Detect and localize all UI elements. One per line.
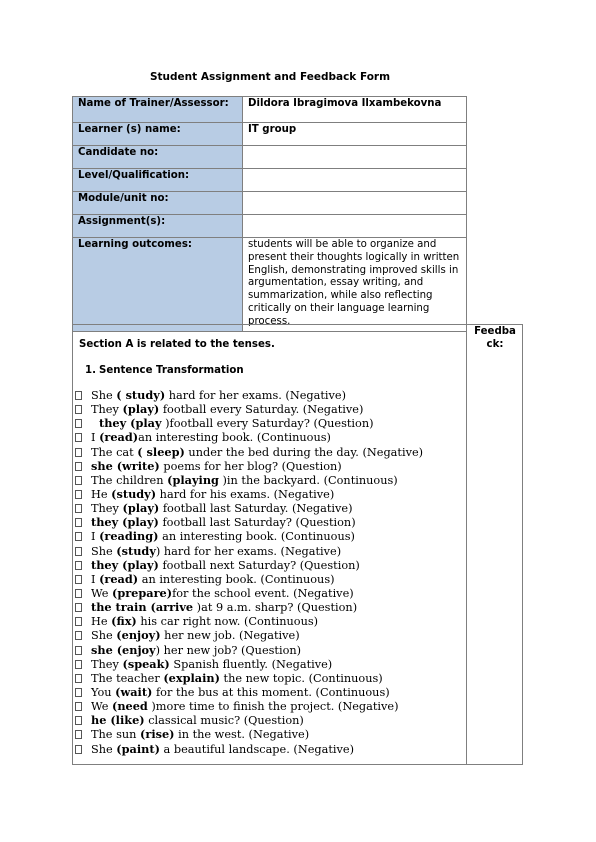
bullet-icon [75,716,82,725]
sentence-pre: They [91,657,123,671]
sentence-text [91,488,334,501]
candidate-value [243,146,467,169]
sentence-text [91,658,332,671]
sentence-pre: The children [91,473,168,487]
sentence-text [91,615,318,628]
sentence-text [91,502,353,515]
sentence-verb: ( sleep) [137,444,185,459]
bullet-icon [75,405,82,414]
sentence-text [91,573,335,586]
sentence-pre: We [91,700,112,714]
sentence-verb: (play) [122,501,160,516]
sentence-verb: she (enjoy [91,642,156,657]
sentence-item [75,445,423,459]
sentence-text [91,545,341,558]
sentence-verb: ( study) [116,388,166,402]
sentence-post: an interesting book. (Continuous) [138,431,331,445]
sentence-item [75,742,423,756]
row-candidate [73,146,467,169]
sentence-post: football last Saturday. (Negative) [159,502,353,516]
sentence-post: )in the backyard. (Continuous) [218,473,398,487]
sentence-post: football every Saturday. (Negative) [159,403,364,417]
sentence-post: for the bus at this moment. (Continuous) [152,685,390,699]
sentence-post: the new topic. (Continuous) [219,671,383,685]
sentence-item [75,628,423,642]
outcomes-value: students will be able to organize and present their thoughts logically in written English, demonstrating improved skills in argumentation, essay writing, and summarization, while also reflecting critically on their language learning process. [243,238,467,332]
sentence-post: )more time to finish the project. (Negative) [147,700,399,714]
sentence-verb: they (play) [91,515,159,530]
sentence-text [91,672,383,685]
sentence-pre: We [91,586,112,600]
sentence-item [75,459,423,473]
sentence-verb: he (like) [91,713,145,728]
sentence-verb: (read) [99,571,139,586]
sentence-pre: They [91,403,123,417]
sentence-pre: I [91,530,100,544]
sentence-verb: they (play) [91,557,159,572]
subsection-number: 1. [85,365,96,376]
sentence-text [91,474,398,487]
sentence-verb: (read) [99,430,139,445]
sentence-item [75,487,423,501]
sentence-post: Spanish fluently. (Negative) [169,657,333,671]
bullet-icon [75,448,82,457]
sentence-item [75,713,423,727]
level-value [243,169,467,192]
sentence-verb: she (write) [91,458,160,473]
sentence-post: an interesting book. (Continuous) [158,530,355,544]
sentence-post: football last Saturday? (Question) [158,516,356,530]
sentence-text [91,629,300,642]
sentence-pre: She [91,629,117,643]
sentence-pre: I [91,572,100,586]
sentence-text [91,686,390,699]
sentence-pre: The teacher [91,671,164,685]
bullet-icon [75,518,82,527]
subsection-heading [85,365,244,376]
sentence-item [75,501,423,515]
sentence-text [91,389,346,402]
sentence-text [91,403,363,416]
bullet-icon [75,646,82,655]
bullet-icon [75,490,82,499]
sentence-post: football next Saturday? (Question) [158,558,360,572]
sentence-pre: She [91,389,117,402]
sentence-verb: the train (arrive [91,600,194,615]
sentence-text [91,743,354,756]
sentence-list [75,388,423,756]
sentence-pre: He [91,615,112,629]
bullet-icon [75,575,82,584]
sentence-verb: (fix) [111,614,137,629]
sentence-verb: (enjoy) [116,628,161,643]
sentence-item [75,699,423,713]
sentence-text [91,516,356,529]
learner-value: IT group [243,123,467,146]
sentence-post: her new job. (Negative) [160,629,300,643]
row-trainer [73,97,467,123]
sentence-pre: I [91,431,100,445]
row-assignment [73,215,467,238]
bullet-icon [75,561,82,570]
subsection-title: Sentence Transformation [99,365,244,376]
sentence-item [75,544,423,558]
sentence-post: for the school event. (Negative) [172,586,354,600]
bullet-icon [75,674,82,683]
sentence-item [75,600,423,614]
sentence-pre: The cat [91,445,138,459]
outcomes-label: Learning outcomes: [73,238,243,332]
bullet-icon [75,419,82,428]
section-a-box [72,324,523,765]
sentence-verb: (explain) [163,670,220,685]
candidate-label: Candidate no: [73,146,243,169]
sentence-item [75,727,423,741]
sentence-pre: He [91,487,112,501]
form-title: Student Assignment and Feedback Form [149,71,391,83]
sentence-pre: They [91,502,123,516]
sentence-item [75,643,423,657]
bullet-icon [75,603,82,612]
sentence-text [91,700,399,713]
bullet-icon [75,688,82,697]
sentence-item [75,529,423,543]
sentence-pre: You [91,685,116,699]
sentence-post: classical music? (Question) [144,714,304,728]
learner-label: Learner (s) name: [73,123,243,146]
sentence-post: hard for her exams. (Negative) [165,389,346,402]
sentence-text [91,587,354,600]
sentence-verb: (speak) [122,656,170,671]
sentence-post: a beautiful landscape. (Negative) [159,742,354,756]
sentence-verb: (playing [167,472,219,487]
row-outcomes [73,238,467,332]
sentence-item [75,402,423,416]
bullet-icon [75,433,82,442]
sentence-text [91,644,301,657]
sentence-pre: She [91,544,117,558]
sentence-text [91,530,355,543]
sentence-item [75,657,423,671]
sentence-text [91,728,309,741]
sentence-item [75,572,423,586]
sentence-pre: The sun [91,728,141,742]
sentence-post: )football every Saturday? (Question) [161,417,374,431]
sentence-item [75,614,423,628]
sentence-post: ) hard for her exams. (Negative) [155,544,342,558]
sentence-text [91,446,423,459]
bullet-icon [75,730,82,739]
sentence-item [75,558,423,572]
sentence-item [75,473,423,487]
bullet-icon [75,745,82,754]
bullet-icon [75,702,82,711]
row-learner [73,123,467,146]
sentence-item [75,685,423,699]
sentence-item [75,586,423,600]
bullet-icon [75,617,82,626]
sentence-post: in the west. (Negative) [174,728,310,742]
sentence-text [91,559,360,572]
bullet-icon [75,532,82,541]
sentence-verb: (study [116,543,156,558]
bullet-icon [75,462,82,471]
sentence-text [91,601,357,614]
level-label: Level/Qualification: [73,169,243,192]
bullet-icon [75,547,82,556]
feedback-divider [466,325,467,764]
bullet-icon [75,589,82,598]
sentence-post: his car right now. (Continuous) [136,615,319,629]
sentence-item [75,671,423,685]
sentence-post: an interesting book. (Continuous) [138,572,335,586]
sentence-verb: (prepare) [111,585,173,600]
header-table [72,96,467,332]
sentence-item [75,416,423,430]
sentence-verb: (wait) [115,684,153,699]
feedback-label: Feedba ck: [474,326,516,350]
bullet-icon [75,391,82,400]
sentence-verb: (need [111,699,148,714]
sentence-post: under the bed during the day. (Negative) [184,445,424,459]
bullet-icon [75,504,82,513]
trainer-label: Name of Trainer/Assessor: [73,97,243,123]
sentence-text [91,714,304,727]
sentence-pre: She [91,742,117,756]
sentence-item [75,388,423,402]
module-value [243,192,467,215]
sentence-post: hard for his exams. (Negative) [156,487,335,501]
sentence-verb: (play) [122,402,160,417]
sentence-item [75,430,423,444]
sentence-post: ) her new job? (Question) [155,643,302,657]
sentence-post: )at 9 a.m. sharp? (Question) [193,601,358,615]
sentence-item [75,515,423,529]
sentence-verb: (rise) [140,727,175,742]
bullet-icon [75,660,82,669]
bullet-icon [75,476,82,485]
sentence-verb: (study) [111,486,157,501]
assignment-value [243,215,467,238]
sentence-verb: (reading) [99,529,159,544]
trainer-value: Dildora Ibragimova Ilxambekovna [243,97,467,123]
sentence-text [91,417,374,430]
section-a-heading: Section A is related to the tenses. [79,339,275,350]
row-level [73,169,467,192]
assignment-label: Assignment(s): [73,215,243,238]
sentence-text [91,460,342,473]
sentence-verb: (paint) [116,741,160,756]
module-label: Module/unit no: [73,192,243,215]
row-module [73,192,467,215]
sentence-text [91,431,331,444]
sentence-post: poems for her blog? (Question) [159,459,342,473]
bullet-icon [75,631,82,640]
sentence-verb: they (play [99,416,162,431]
